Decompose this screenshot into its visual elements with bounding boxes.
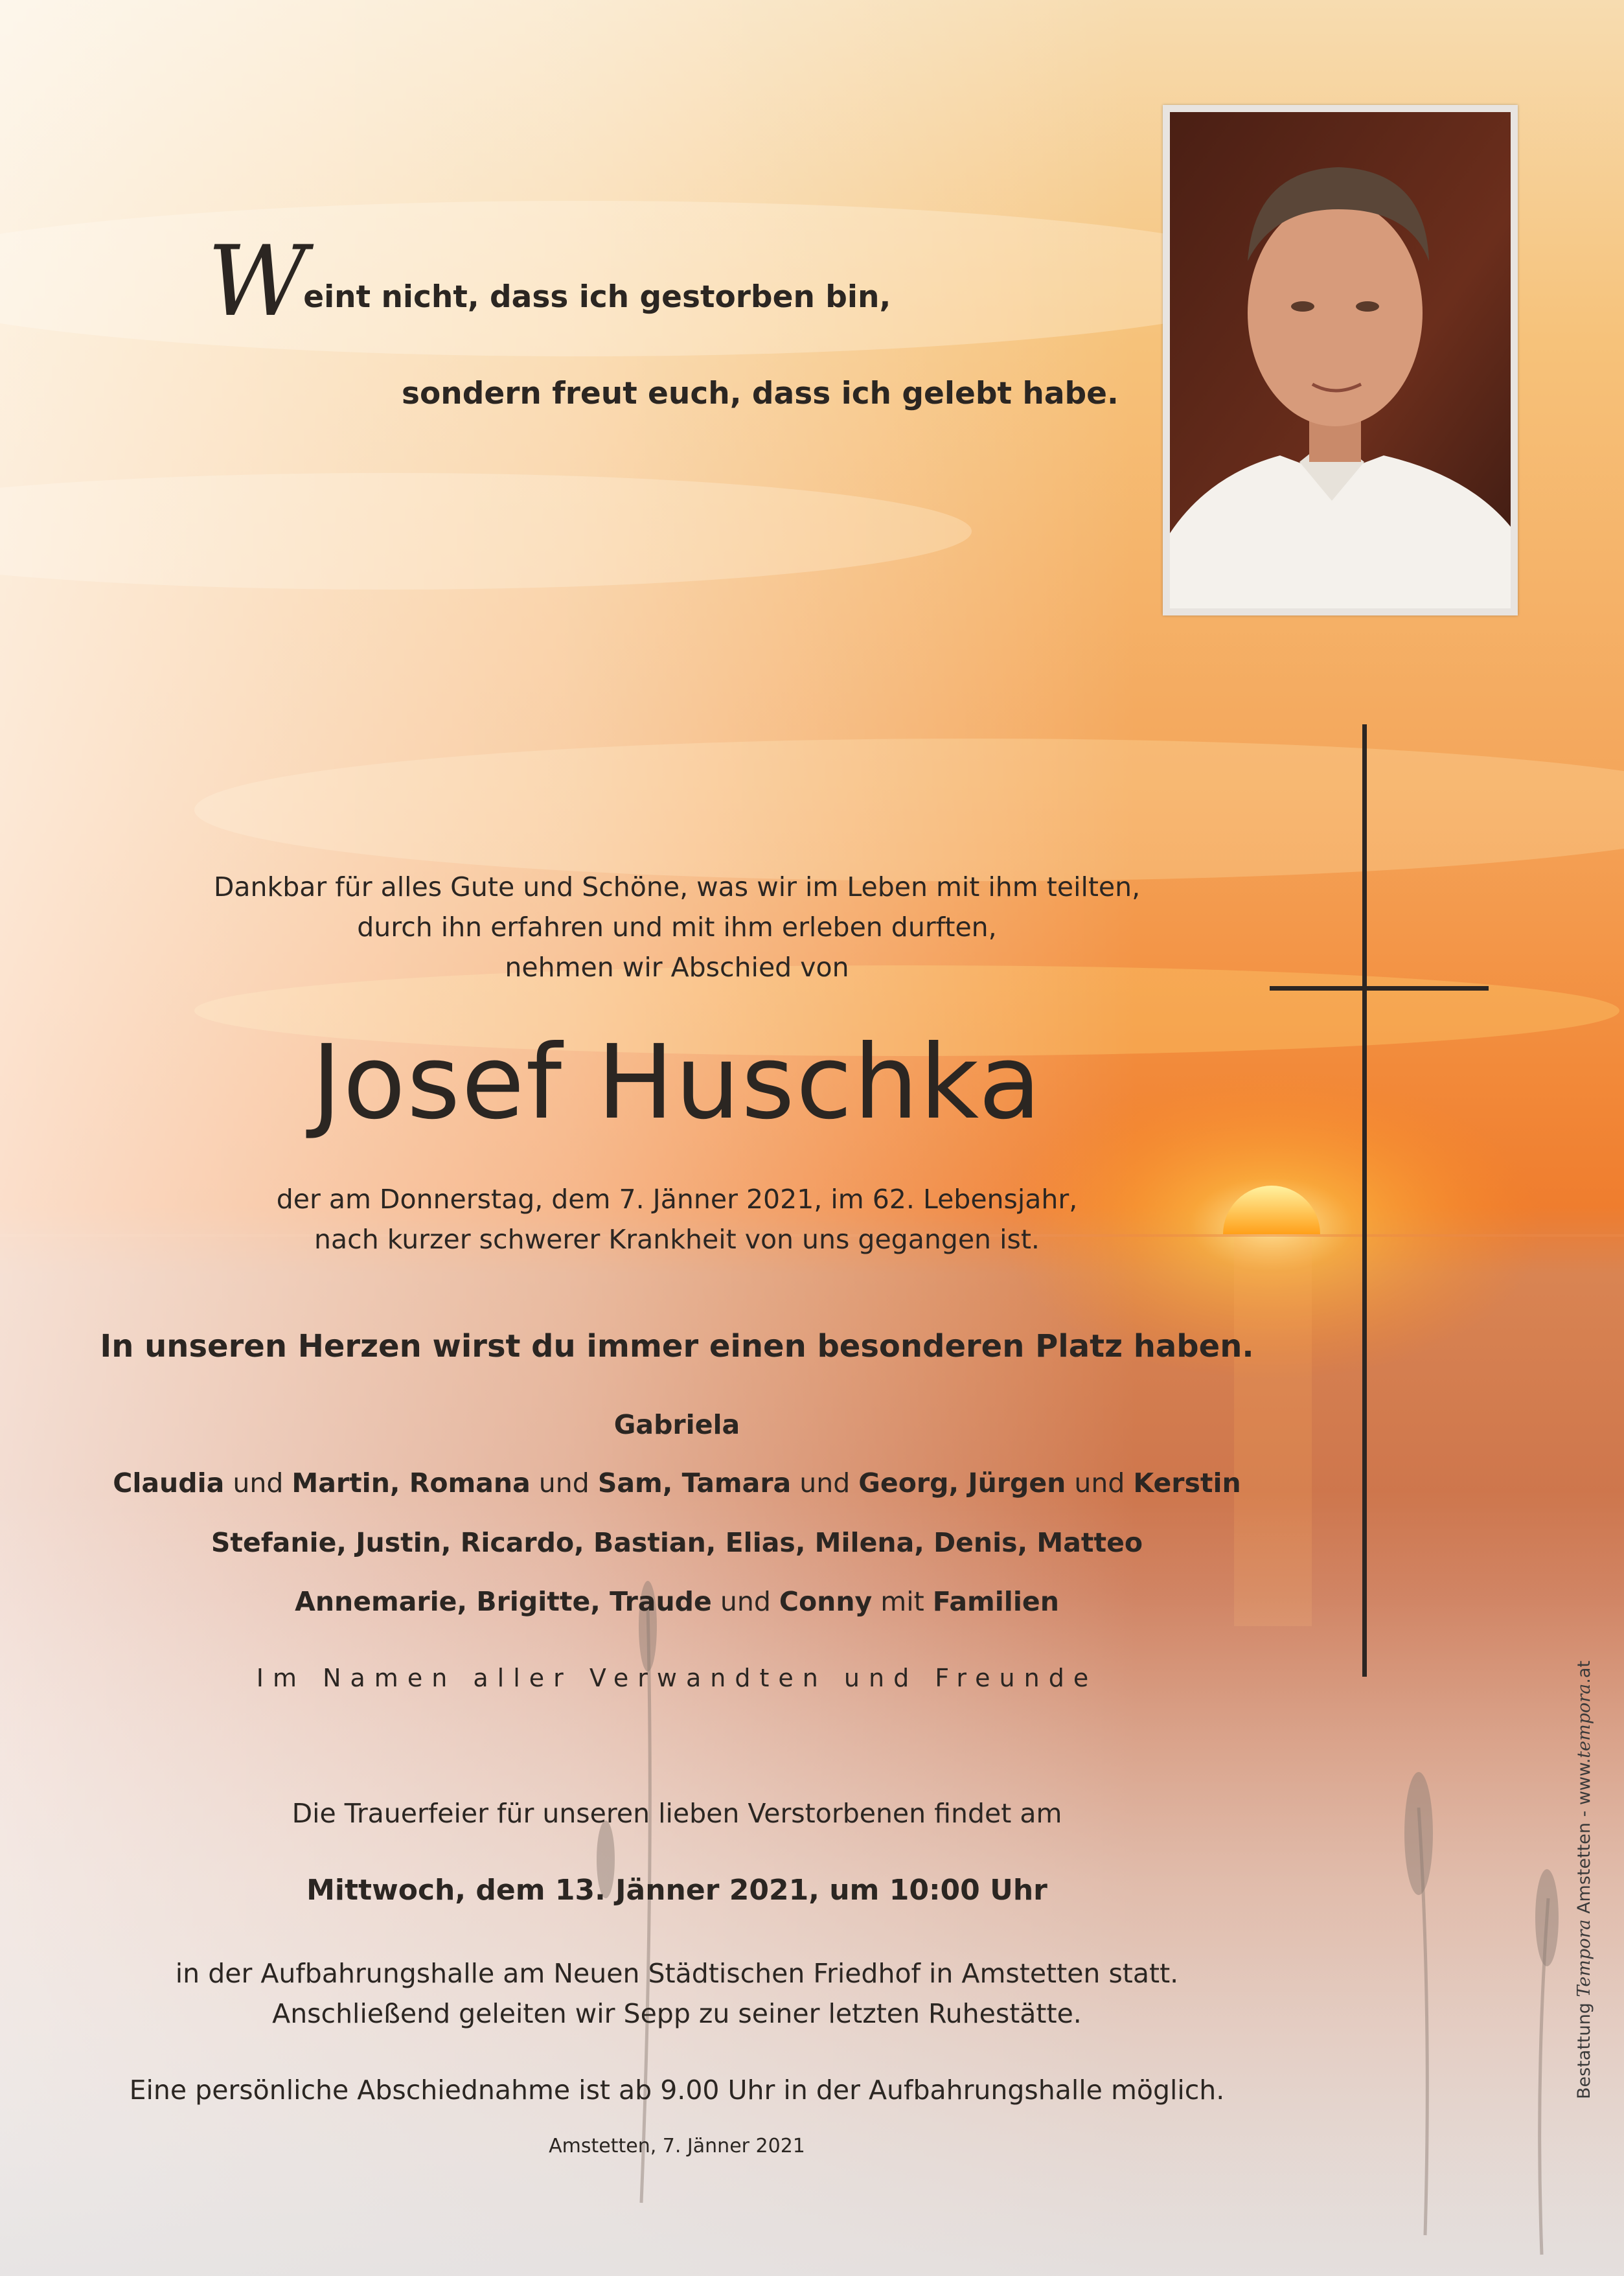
death-line-1: der am Donnerstag, dem 7. Jänner 2021, im 62. Lebensjahr,	[276, 1184, 1078, 1215]
family-connector: und	[791, 1467, 859, 1499]
deceased-name: Josef Huschka	[311, 1023, 1043, 1142]
cross-vertical-bar	[1362, 724, 1367, 1677]
family-connector: und	[711, 1586, 779, 1617]
intro-line-3: nehmen wir Abschied von	[505, 952, 849, 983]
family-connector: und	[224, 1467, 292, 1499]
intro-line-2: durch ihn erfahren und mit ihm erleben durften,	[357, 912, 997, 943]
family-name: Martin, Romana	[292, 1467, 531, 1499]
family-name: Conny	[779, 1586, 873, 1617]
family-line-2	[65, 1467, 1289, 1499]
family-name: Familien	[932, 1586, 1059, 1617]
family-closing: Im Namen aller Verwandten und Freunde	[256, 1664, 1098, 1692]
death-info	[65, 1179, 1289, 1259]
credit-brand: Tempora	[1574, 1919, 1594, 1997]
motto-line-1-text: eint nicht, dass ich gestorben bin,	[303, 279, 891, 315]
intro-line-1: Dankbar für alles Gute und Schöne, was wir im Leben mit ihm teilten,	[213, 871, 1141, 902]
funeral-place-line-1: in der Aufbahrungshalle am Neuen Städtischen Friedhof in Amstetten statt.	[175, 1958, 1179, 1989]
farewell-note: Eine persönliche Abschiednahme ist ab 9.00 Uhr in der Aufbahrungshalle möglich.	[129, 2075, 1225, 2106]
family-name: Sam, Tamara	[597, 1467, 792, 1499]
funeral-intro: Die Trauerfeier für unseren lieben Verstorbenen findet am	[292, 1798, 1062, 1829]
motto-initial: W	[207, 225, 308, 338]
family-line-3	[65, 1527, 1289, 1558]
motto-line-2: sondern freut euch, dass ich gelebt habe.	[402, 376, 1119, 411]
family-connector: und	[530, 1467, 598, 1499]
motto-line-1	[207, 225, 891, 338]
credit-site-brand: tempora	[1574, 1683, 1594, 1758]
funeral-place-line-2: Anschließend geleiten wir Sepp zu seiner letzten Ruhestätte.	[272, 1998, 1082, 2029]
family-name: Claudia	[113, 1467, 225, 1499]
family-connector: mit	[872, 1586, 933, 1617]
intro-paragraph	[65, 867, 1289, 987]
family-name: Georg, Jürgen	[858, 1467, 1066, 1499]
place-and-date: Amstetten, 7. Jänner 2021	[549, 2135, 805, 2157]
family-line-1	[65, 1409, 1289, 1440]
death-line-2: nach kurzer schwerer Krankheit von uns gegangen ist.	[314, 1224, 1040, 1255]
family-name: Kerstin	[1133, 1467, 1241, 1499]
credit-prefix: Bestattung	[1574, 1997, 1594, 2099]
memorial-sentence: In unseren Herzen wirst du immer einen besonderen Platz haben.	[100, 1328, 1254, 1364]
family-name-gabriela: Gabriela	[613, 1409, 740, 1440]
family-connector: und	[1066, 1467, 1134, 1499]
family-line-4	[65, 1586, 1289, 1617]
portrait-photo-frame	[1163, 105, 1518, 615]
credit-site-tld: .at	[1574, 1661, 1594, 1684]
undertaker-credit	[1574, 1661, 1594, 2099]
family-names: Stefanie, Justin, Ricardo, Bastian, Elias, Milena, Denis, Matteo	[211, 1527, 1143, 1558]
credit-suffix: Amstetten - www.	[1574, 1758, 1594, 1920]
portrait-photo	[1170, 112, 1511, 608]
funeral-date: Mittwoch, dem 13. Jänner 2021, um 10:00 Uhr	[306, 1874, 1047, 1907]
funeral-place	[65, 1953, 1289, 2034]
cross-horizontal-bar	[1270, 986, 1489, 991]
family-names: Annemarie, Brigitte, Traude	[295, 1586, 712, 1617]
